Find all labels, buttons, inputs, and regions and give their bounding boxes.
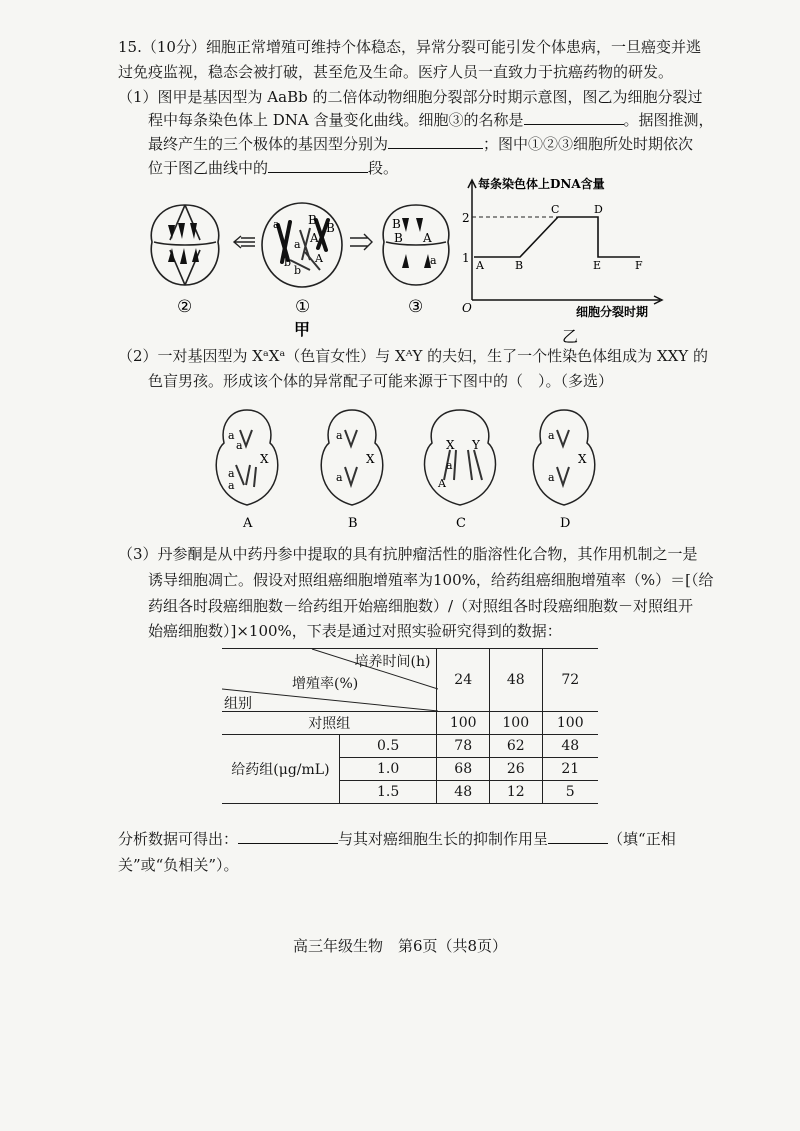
answer-blank-polar-genotypes[interactable] xyxy=(388,134,483,149)
part1-line3-end: ；图中①②③细胞所处时期依次 xyxy=(483,135,694,153)
figure-jia-caption: 甲 xyxy=(294,320,311,339)
dose-0-5-72: 48 xyxy=(542,735,598,758)
graph-origin: O xyxy=(462,301,472,315)
cell3-gene-B-1: B xyxy=(392,217,401,231)
header-group: 组别 xyxy=(224,696,252,712)
part3-line3: 药组各时段癌细胞数－给药组开始癌细胞数）/（对照组各时段癌细胞数－对照组开 xyxy=(148,597,694,615)
conclusion-text-1: 分析数据可得出： xyxy=(118,830,239,848)
graph-point-A: A xyxy=(476,259,484,272)
label-cell-3: ③ xyxy=(408,297,424,317)
cell1-gene-b-1: b xyxy=(284,256,292,269)
dose-1-0-24: 68 xyxy=(437,758,490,781)
row-control-label: 对照组 xyxy=(222,712,437,735)
graph-dna-curve xyxy=(474,217,640,257)
dose-1-5-48: 12 xyxy=(489,781,542,804)
dose-1-5-72: 5 xyxy=(542,781,598,804)
part2-line2: 色盲男孩。形成该个体的异常配子可能来源于下图中的（ ）。（多选） xyxy=(148,372,614,390)
figure-part2-cells xyxy=(200,405,630,530)
part3-line4: 始癌细胞数）]×100%，下表是通过对照实验研究得到的数据： xyxy=(148,622,562,640)
graph-ytick-2: 2 xyxy=(462,211,470,225)
arrow-right-icon xyxy=(350,234,372,250)
cell1-gene-b-2: b xyxy=(294,264,302,277)
cell-2-illustration xyxy=(151,205,219,285)
label-cell-1: ① xyxy=(295,297,311,317)
cellA-gene-1: a xyxy=(228,429,235,442)
graph-point-C: C xyxy=(551,203,560,216)
cell-C-outline xyxy=(425,410,496,505)
cell3-gene-B-2: B xyxy=(394,231,403,245)
question-15-line1: 15.（10分）细胞正常增殖可维持个体稳态，异常分裂可能引发个体患病，一旦癌变并逃 xyxy=(118,38,701,56)
part3-line1: （3）丹参酮是从中药丹参中提取的具有抗肿瘤活性的脂溶性化合物，其作用机制之一是 xyxy=(118,545,698,563)
option-label-A: A xyxy=(243,516,253,530)
part3-conclusion-line1 xyxy=(118,828,676,850)
cellC-gene-Y: Y xyxy=(472,438,480,452)
part1-line2-end: 。据图推测， xyxy=(623,111,714,129)
dose-0-5-24: 78 xyxy=(437,735,490,758)
control-24: 100 xyxy=(437,712,490,735)
dose-1-5: 1.5 xyxy=(339,781,437,804)
page-footer: 高三年级生物 第6页（共8页） xyxy=(292,937,508,955)
graph-point-E: E xyxy=(593,259,602,272)
dose-1-0: 1.0 xyxy=(339,758,437,781)
table-diagonal-header xyxy=(222,649,437,712)
graph-point-B: B xyxy=(515,259,524,272)
graph-xlabel: 细胞分裂时期 xyxy=(576,305,649,319)
cell1-gene-a-2: a xyxy=(294,238,301,251)
cellA-gene-X: X xyxy=(260,452,269,466)
part1-line3 xyxy=(148,133,693,155)
cellD-gene-X: X xyxy=(578,452,587,466)
cell1-gene-A-2: A xyxy=(315,252,323,265)
graph-ylabel: 每条染色体上DNA含量 xyxy=(478,177,605,191)
answer-blank-segments[interactable] xyxy=(268,158,368,173)
option-label-B: B xyxy=(348,516,358,530)
dose-0-5: 0.5 xyxy=(339,735,437,758)
dose-0-5-48: 62 xyxy=(489,735,542,758)
part1-line4-text: 位于图乙曲线中的 xyxy=(148,159,269,177)
header-culture-time: 培养时间(h) xyxy=(354,654,431,670)
header-time-48: 48 xyxy=(489,649,542,712)
conclusion-text-2: 与其对癌细胞生长的抑制作用呈 xyxy=(338,830,549,848)
answer-blank-analysis[interactable] xyxy=(238,829,338,844)
dose-1-0-72: 21 xyxy=(542,758,598,781)
part1-line2 xyxy=(148,109,714,131)
control-48: 100 xyxy=(489,712,542,735)
part2-line1: （2）一对基因型为 XᵃXᵃ（色盲女性）与 XᴬY 的夫妇，生了一个性染色体组成为 XXY 的 xyxy=(118,347,708,365)
cellC-gene-a: a xyxy=(446,459,453,472)
control-72: 100 xyxy=(542,712,598,735)
cell1-gene-B-1: B xyxy=(308,213,317,227)
cellB-gene-X: X xyxy=(366,452,375,466)
conclusion-text-3: （填“正相 xyxy=(608,830,676,848)
figure-yi-caption: 乙 xyxy=(562,327,579,346)
dose-1-5-24: 48 xyxy=(437,781,490,804)
header-time-72: 72 xyxy=(542,649,598,712)
cellA-gene-2: a xyxy=(236,439,243,452)
part3-conclusion-line2: 关”或“负相关”）。 xyxy=(118,856,239,874)
answer-blank-correlation[interactable] xyxy=(548,829,608,844)
cell3-gene-a: a xyxy=(430,254,437,267)
cell-1-illustration xyxy=(262,203,342,287)
part3-line2: 诱导细胞凋亡。假设对照组癌细胞增殖率为100%，给药组癌细胞增殖率（%）＝[（给 xyxy=(148,571,714,589)
header-time-24: 24 xyxy=(437,649,490,712)
row-drug-label: 给药组(μg/mL) xyxy=(222,735,339,804)
arrow-left-icon xyxy=(234,236,255,248)
cellB-gene-2: a xyxy=(336,471,343,484)
cell1-gene-a-1: a xyxy=(273,218,280,231)
question-15-line2: 过免疫监视，稳态会被打破，甚至危及生命。医疗人员一直致力于抗癌药物的研发。 xyxy=(118,63,674,81)
graph-ytick-1: 1 xyxy=(462,251,470,265)
cell1-gene-A: A xyxy=(310,231,319,245)
answer-blank-cell3-name[interactable] xyxy=(524,110,624,125)
part1-line4-end: 段。 xyxy=(368,159,399,177)
cell1-gene-B-2: B xyxy=(326,221,335,235)
option-label-C: C xyxy=(456,516,466,530)
part1-line4 xyxy=(148,157,398,179)
cellA-gene-4: a xyxy=(228,479,235,492)
cellD-gene-2: a xyxy=(548,471,555,484)
option-label-D: D xyxy=(560,516,571,530)
graph-point-F: F xyxy=(635,259,643,272)
header-proliferation-rate: 增殖率(%) xyxy=(292,676,359,692)
part1-line1: （1）图甲是基因型为 AaBb 的二倍体动物细胞分裂部分时期示意图，图乙为细胞分裂过 xyxy=(118,88,703,106)
graph-point-D: D xyxy=(594,203,603,216)
figure-yi-graph xyxy=(462,172,707,347)
cellB-gene-1: a xyxy=(336,429,343,442)
cellC-gene-A: A xyxy=(438,477,446,490)
cell3-gene-A: A xyxy=(423,231,432,245)
proliferation-table xyxy=(222,648,598,804)
part1-line2-text: 程中每条染色体上 DNA 含量变化曲线。细胞③的名称是 xyxy=(148,111,524,129)
part1-line3-text: 最终产生的三个极体的基因型分别为 xyxy=(148,135,389,153)
cellC-gene-X: X xyxy=(446,438,455,452)
cellA-gene-3: a xyxy=(228,467,235,480)
dose-1-0-48: 26 xyxy=(489,758,542,781)
label-cell-2: ② xyxy=(177,297,193,317)
figure-jia xyxy=(140,190,460,350)
cellD-gene-1: a xyxy=(548,429,555,442)
